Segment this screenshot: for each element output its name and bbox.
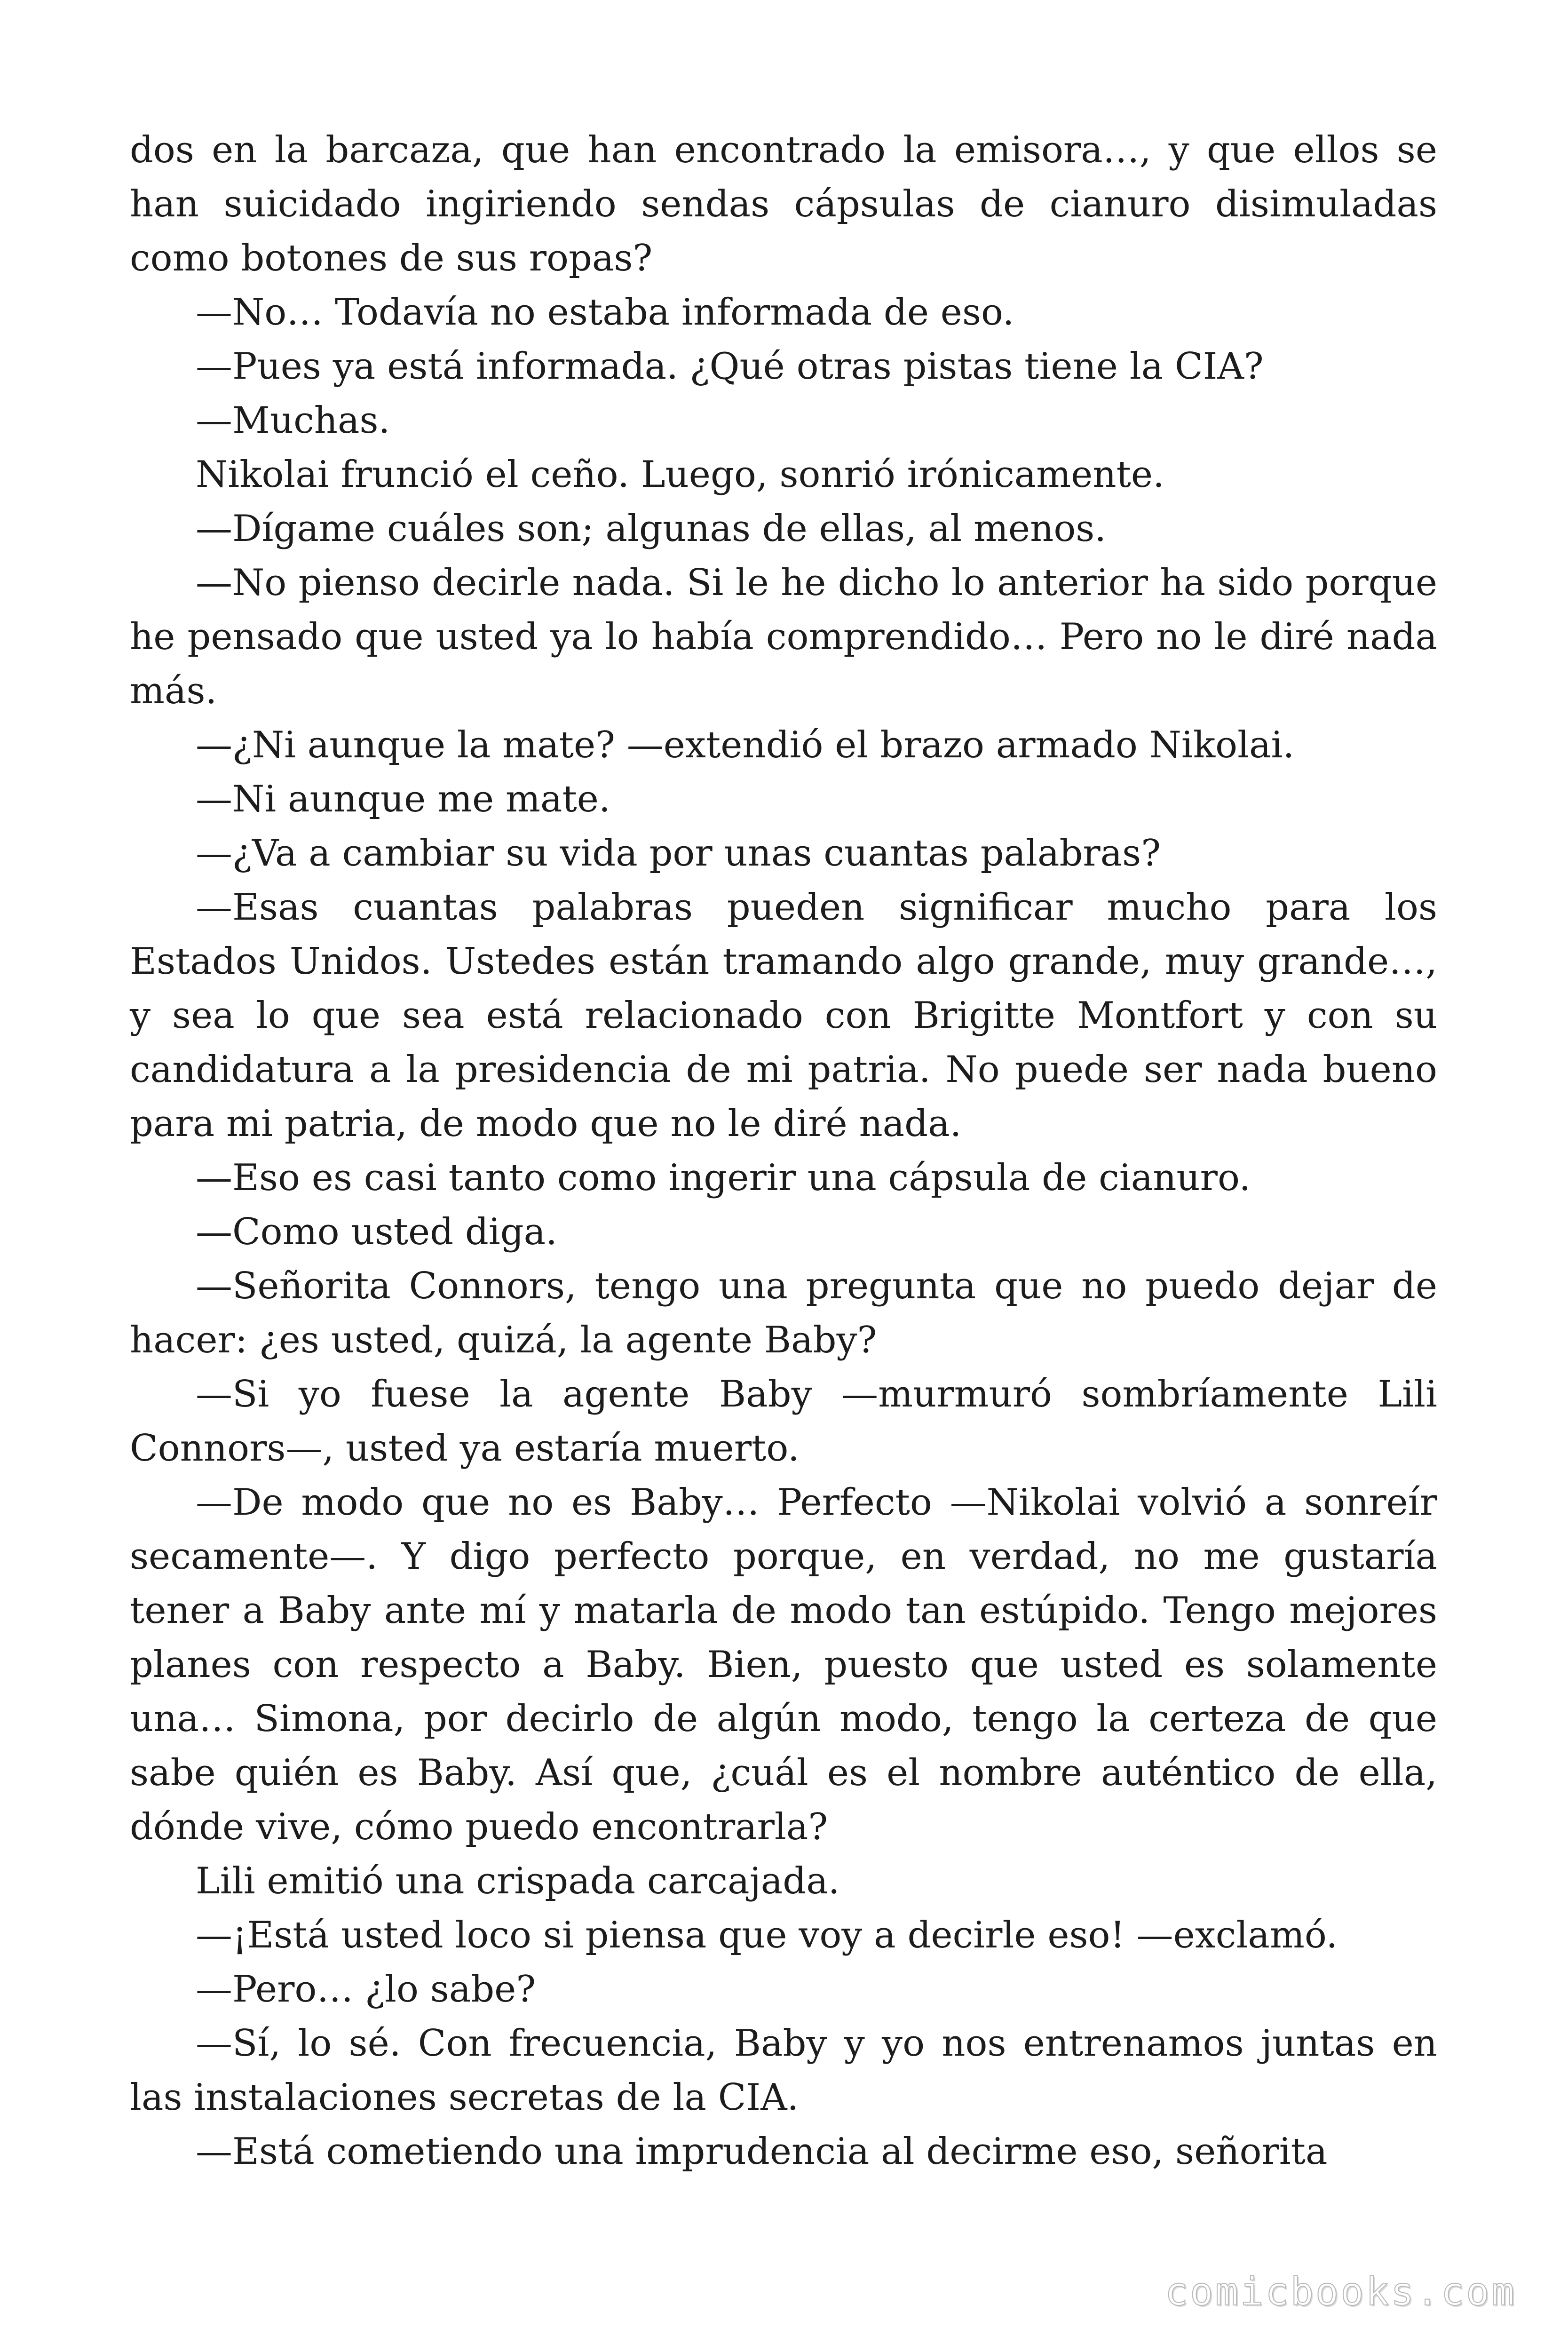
paragraph: —Muchas. xyxy=(196,399,390,442)
paragraph: —No… Todavía no estaba informada de eso. xyxy=(196,291,1014,334)
paragraph: —Está cometiendo una imprudencia al decirme eso, señorita xyxy=(196,2130,1328,2173)
paragraph: —De modo que no es Baby… Perfecto —Nikolai volvió a sonreír secamente—. Y digo perfecto porque, en verdad, no me gustaría tener a Baby ante mí y matarla de modo tan estúpido. Tengo mejores planes con respecto a Baby. Bien, puesto que usted es solamente una… Simona, por decirlo de algún modo, tengo la certeza de que sabe quién es Baby. Así que, ¿cuál es el nombre auténtico de ella, dónde vive, cómo puedo encontrarla? xyxy=(130,1481,1437,1848)
paragraph: —No pienso decirle nada. Si le he dicho lo anterior ha sido porque he pensado que usted ya lo había comprendido… Pero no le diré nada más. xyxy=(130,562,1437,712)
paragraph: —¿Ni aunque la mate? —extendió el brazo armado Nikolai. xyxy=(196,724,1295,766)
paragraph: —Como usted diga. xyxy=(196,1211,557,1253)
paragraph: —¿Va a cambiar su vida por unas cuantas palabras? xyxy=(196,832,1161,874)
paragraph: —Pues ya está informada. ¿Qué otras pistas tiene la CIA? xyxy=(196,345,1264,388)
paragraph: dos en la barcaza, que han encontrado la emisora…, y que ellos se han suicidado ingiriendo sendas cápsulas de cianuro disimuladas como botones de sus ropas? xyxy=(130,129,1437,279)
paragraph: —Si yo fuese la agente Baby —murmuró sombríamente Lili Connors—, usted ya estaría muerto. xyxy=(130,1373,1437,1470)
paragraph: —Señorita Connors, tengo una pregunta que no puedo dejar de hacer: ¿es usted, quizá, la agente Baby? xyxy=(130,1265,1437,1361)
paragraph: —Sí, lo sé. Con frecuencia, Baby y yo nos entrenamos juntas en las instalaciones secretas de la CIA. xyxy=(130,2022,1437,2119)
page-body xyxy=(130,123,1437,2179)
paragraph: —¡Está usted loco si piensa que voy a decirle eso! —exclamó. xyxy=(196,1914,1338,1956)
watermark: comicbooks.com xyxy=(1164,2270,1516,2314)
paragraph: Lili emitió una crispada carcajada. xyxy=(196,1860,840,1902)
paragraph: —Ni aunque me mate. xyxy=(196,778,610,820)
paragraph: —Esas cuantas palabras pueden significar mucho para los Estados Unidos. Ustedes están tramando algo grande, muy grande…, y sea lo que sea está relacionado con Brigitte Montfort y con su candidatura a la presidencia de mi patria. No puede ser nada bueno para mi patria, de modo que no le diré nada. xyxy=(130,886,1437,1145)
paragraph: Nikolai frunció el ceño. Luego, sonrió irónicamente. xyxy=(196,453,1164,496)
paragraph: —Eso es casi tanto como ingerir una cápsula de cianuro. xyxy=(196,1157,1251,1199)
paragraph: —Dígame cuáles son; algunas de ellas, al menos. xyxy=(196,508,1107,550)
paragraph: —Pero… ¿lo sabe? xyxy=(196,1968,536,2010)
